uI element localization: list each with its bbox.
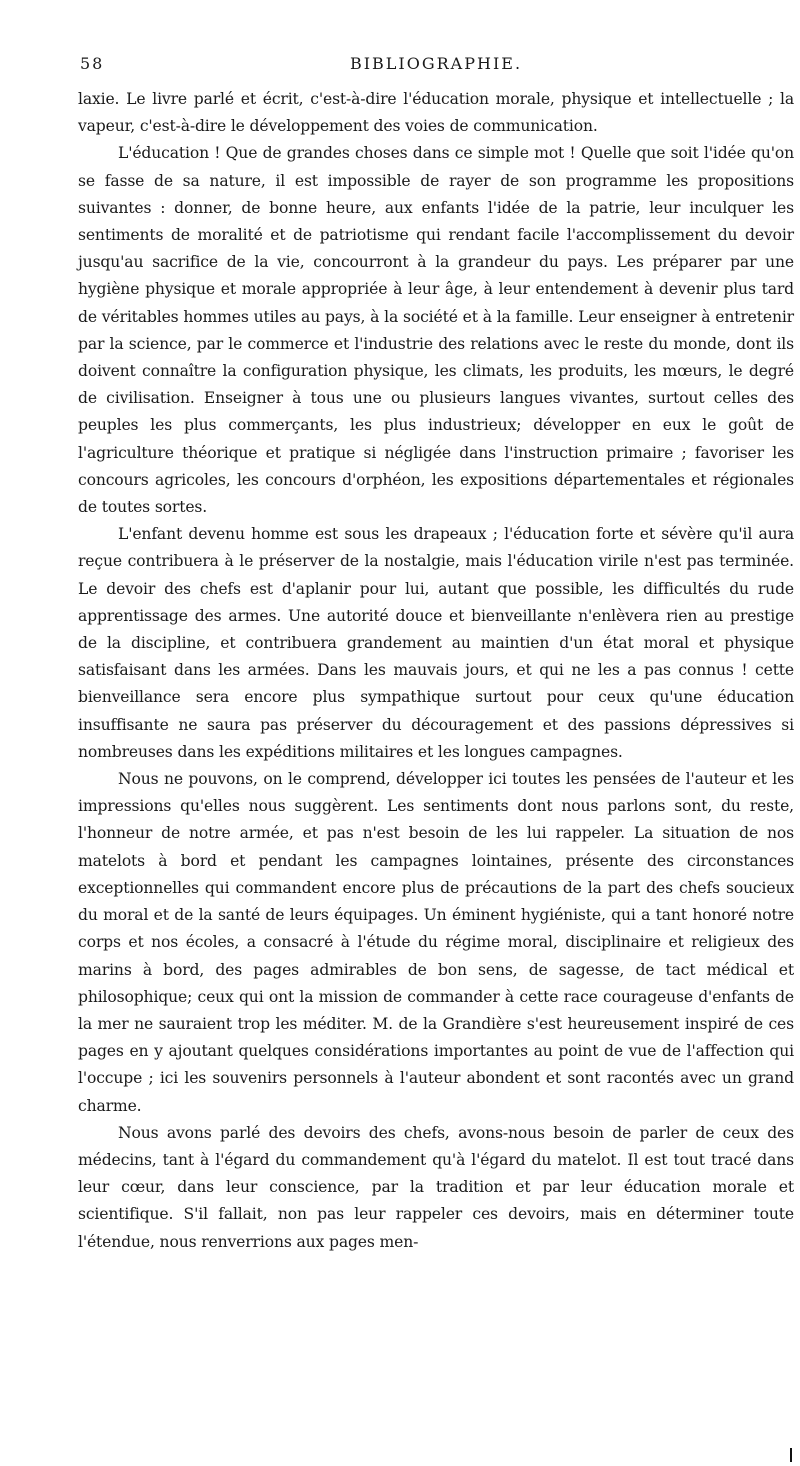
page-edge-mark — [790, 1448, 792, 1462]
paragraph-soldier: L'enfant devenu homme est sous les drapeaux ; l'éducation forte et sévère qu'il aura reçue contribuera à le préserver de la nostalgie, mais l'éducation virile n'est pas terminée. Le devoir des chefs est d'aplanir pour lui, autant que possible, les difficultés du rude apprentissage des armes. Une autorité douce et bienveillante n'enlèvera rien au prestige de la discipline, et contribuera grandement au maintien d'un état moral et physique satisfaisant dans les armées. Dans les mauvais jours, et qui ne les a pas connus ! cette bienveillance sera encore plus sympathique surtout pour ceux qu'une éducation insuffisante ne saura pas préserver du découragement et des passions dépressives si nombreuses dans les expéditions militaires et les longues campagnes. — [78, 525, 794, 761]
page-number: 58 — [80, 54, 105, 73]
paragraph-education: L'éducation ! Que de grandes choses dans ce simple mot ! Quelle que soit l'idée qu'on se fasse de sa nature, il est impossible de rayer de son programme les propositions suivantes : donner, de bonne heure, aux enfants l'idée de la patrie, leur inculquer les sentiments de moralité et de patriotisme qui rendant facile l'accomplissement du devoir jusqu'au sacrifice de la vie, concourront à la grandeur du pays. Les préparer par une hygiène physique et morale appropriée à leur âge, à leur entendement à devenir plus tard de véritables hommes utiles au pays, à la société et à la famille. Leur enseigner à entretenir par la science, par le commerce et l'industrie des relations avec le reste du monde, dont ils doivent connaître la configuration physique, les climats, les produits, les mœurs, le degré de civilisation. Enseigner à tous une ou plusieurs langues vivantes, surtout celles des peuples les plus commerçants, les plus industrieux; développer en eux le goût de l'agriculture théorique et pratique si négligée dans l'instruction primaire ; favoriser les concours agricoles, les concours d'orphéon, les expositions départementales et régionales de toutes sortes. — [78, 144, 794, 517]
document-page — [78, 54, 794, 1256]
running-head — [78, 54, 794, 84]
running-title: BIBLIOGRAPHIE. — [349, 54, 523, 73]
paragraph-sailors: Nous ne pouvons, on le comprend, développer ici toutes les pensées de l'auteur et les impressions qu'elles nous suggèrent. Les sentiments dont nous parlons sont, du reste, l'honneur de notre armée, et pas n'est besoin de les lui rappeler. La situation de nos matelots à bord et pendant les campagnes lointaines, présente des circonstances exceptionnelles qui commandent encore plus de précautions de la part des chefs soucieux du moral et de la santé de leurs équipages. Un éminent hygiéniste, qui a tant honoré notre corps et nos écoles, a consacré à l'étude du régime moral, disciplinaire et religieux des marins à bord, des pages admirables de bon sens, de sagesse, de tact médical et philosophique; ceux qui ont la mission de commander à cette race courageuse d'enfants de la mer ne sauraient trop les méditer. M. de la Grandière s'est heureusement inspiré de ces pages en y ajoutant quelques considérations importantes au point de vue de l'affection qui l'occupe ; ici les souvenirs personnels à l'auteur abondent et sont racontés avec un grand charme. — [78, 770, 794, 1115]
paragraph-physicians: Nous avons parlé des devoirs des chefs, avons-nous besoin de parler de ceux des médecins, tant à l'égard du commandement qu'à l'égard du matelot. Il est tout tracé dans leur cœur, dans leur conscience, par la tradition et par leur éducation morale et scientifique. S'il fallait, non pas leur rappeler ces devoirs, mais en déterminer toute l'étendue, nous renverrions aux pages men- — [78, 1123, 794, 1251]
body-text — [78, 86, 794, 1256]
paragraph-continuation: laxie. Le livre parlé et écrit, c'est-à-dire l'éducation morale, physique et intellectuelle ; la vapeur, c'est-à-dire le développement des voies de communication. — [78, 90, 794, 136]
